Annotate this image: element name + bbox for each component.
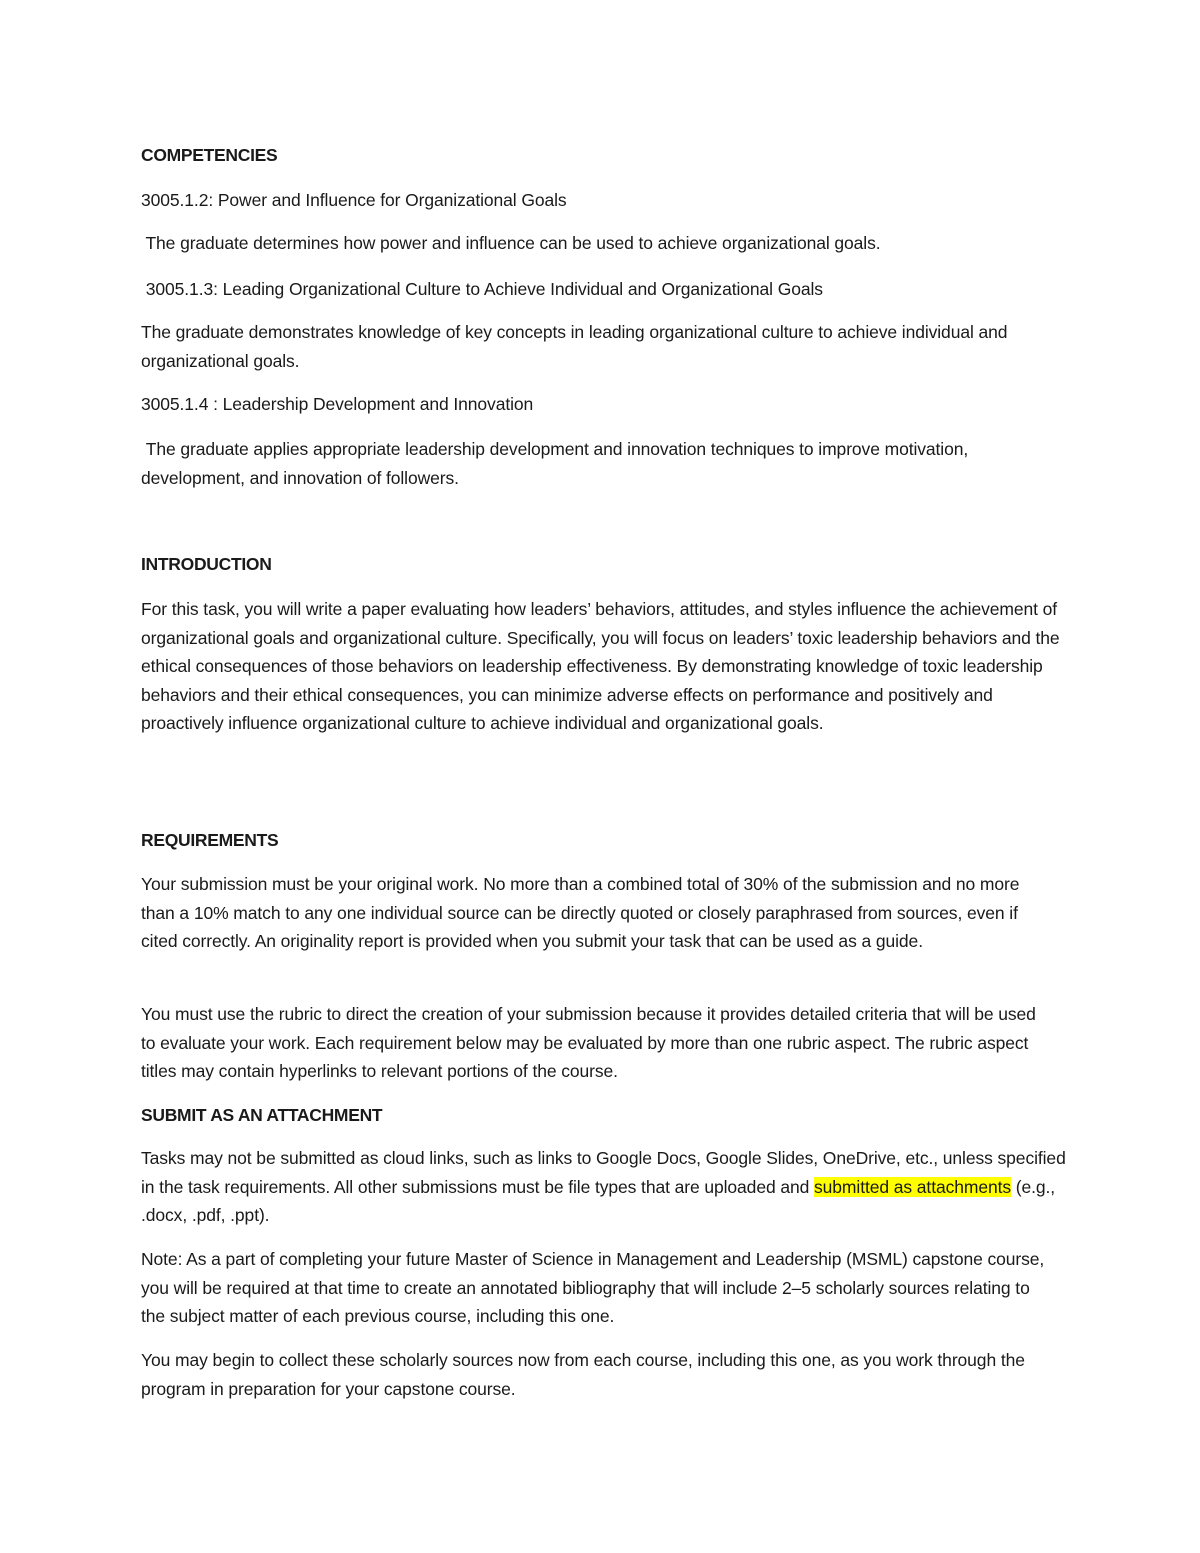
- competency-1-description: The graduate determines how power and influence can be used to achieve organizational goals.: [141, 233, 881, 253]
- competency-2-description: The graduate demonstrates knowledge of key concepts in leading organizational culture to achieve individual and organizational goals.: [141, 322, 1008, 371]
- attachment-paragraph-1: [141, 1144, 1071, 1230]
- attachment-heading: SUBMIT AS AN ATTACHMENT: [141, 1105, 383, 1125]
- attachment-highlighted-text: submitted as attachments: [814, 1176, 1012, 1197]
- capstone-note: Note: As a part of completing your future Master of Science in Management and Leadership (MSML) capstone course, you will be required at that time to create an annotated bibliography that will include 2–5 scholarly sources relating to the subject matter of each previous course, including this one.: [141, 1249, 1045, 1326]
- competency-2-title: 3005.1.3: Leading Organizational Culture to Achieve Individual and Organizational Goals: [141, 279, 823, 299]
- competency-3-description: The graduate applies appropriate leadership development and innovation techniques to improve motivation, development, and innovation of followers.: [141, 439, 973, 488]
- attachment-text-start: Tasks may not be submitted as cloud links, such as links to Google Docs, Google Slides, OneDrive, etc., unless specified in the task requirements. All other submissions must be file types that are uploaded and: [141, 1148, 1066, 1197]
- collect-sources-paragraph: You may begin to collect these scholarly sources now from each course, including this one, as you work through the program in preparation for your capstone course.: [141, 1350, 1025, 1399]
- competency-1-title: 3005.1.2: Power and Influence for Organizational Goals: [141, 190, 567, 210]
- attachment-text-end: (e.g., .docx, .pdf, .ppt).: [141, 1176, 1056, 1225]
- requirements-heading: REQUIREMENTS: [141, 830, 279, 850]
- introduction-heading: INTRODUCTION: [141, 554, 272, 574]
- introduction-body: For this task, you will write a paper evaluating how leaders’ behaviors, attitudes, and styles influence the achievement of organizational goals and organizational culture. Specifically, you will focus on leaders’ toxic leadership behaviors and the ethical consequences of those behaviors on leadership effectiveness. By demonstrating knowledge of toxic leadership behaviors and their ethical consequences, you can minimize adverse effects on performance and positively and proactively influence organizational culture to achieve individual and organizational goals.: [141, 599, 1060, 733]
- competency-3-title: 3005.1.4 : Leadership Development and Innovation: [141, 394, 534, 414]
- requirements-paragraph-1: Your submission must be your original work. No more than a combined total of 30% of the submission and no more than a 10% match to any one individual source can be directly quoted or closely paraphrased from sources, even if cited correctly. An originality report is provided when you submit your task that can be used as a guide.: [141, 874, 1020, 951]
- requirements-paragraph-2: You must use the rubric to direct the creation of your submission because it provides detailed criteria that will be used to evaluate your work. Each requirement below may be evaluated by more than one rubric aspect. The rubric aspect titles may contain hyperlinks to relevant portions of the course.: [141, 1004, 1036, 1081]
- competencies-heading: COMPETENCIES: [141, 145, 278, 165]
